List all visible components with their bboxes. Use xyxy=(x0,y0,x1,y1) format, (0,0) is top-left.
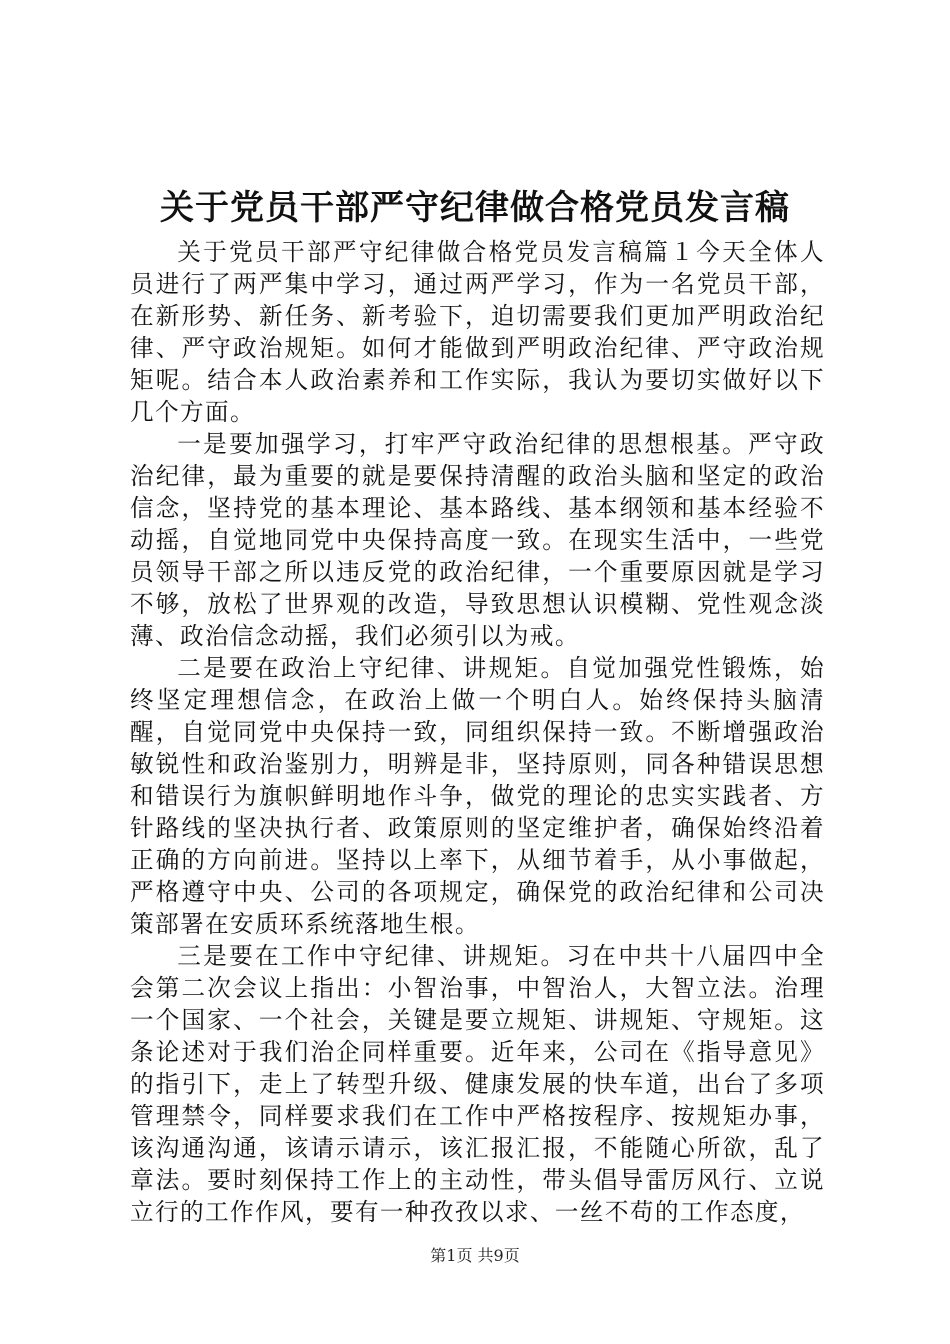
paragraph-point-three: 三是要在工作中守纪律、讲规矩。习在中共十八届四中全会第二次会议上指出：小智治事，中智治人，大智立法。治理一个国家、一个社会，关键是要立规矩、讲规矩、守规矩。这条论述对于我们治企同样重要。近年来，公司在《指导意见》的指引下，走上了转型升级、健康发展的快车道，出台了多项管理禁令，同样要求我们在工作中严格按程序、按规矩办事，该沟通沟通，该请示请示，该汇报汇报，不能随心所欲，乱了章法。要时刻保持工作上的主动性，带头倡导雷厉风行、立说立行的工作作风，要有一种孜孜以求、一丝不苟的工作态度， xyxy=(130,942,825,1226)
document-title: 关于党员干部严守纪律做合格党员发言稿 xyxy=(160,188,790,228)
page-indicator: 第1页 共9页 xyxy=(430,1246,520,1265)
paragraph-point-two: 二是要在政治上守纪律、讲规矩。自觉加强党性锻炼，始终坚定理想信念，在政治上做一个明白人。始终保持头脑清醒，自觉同党中央保持一致，同组织保持一致。不断增强政治敏锐性和政治鉴别力，明辨是非，坚持原则，同各种错误思想和错误行为旗帜鲜明地作斗争，做党的理论的忠实实践者、方针路线的坚决执行者、政策原则的坚定维护者，确保始终沿着正确的方向前进。坚持以上率下，从细节着手，从小事做起，严格遵守中央、公司的各项规定，确保党的政治纪律和公司决策部署在安质环系统落地生根。 xyxy=(130,654,825,938)
paragraph-intro: 关于党员干部严守纪律做合格党员发言稿篇１今天全体人员进行了两严集中学习，通过两严学习，作为一名党员干部，在新形势、新任务、新考验下，迫切需要我们更加严明政治纪律、严守政治规矩。如何才能做到严明政治纪律、严守政治规矩呢。结合本人政治素养和工作实际，我认为要切实做好以下几个方面。 xyxy=(130,238,825,426)
paragraph-point-one: 一是要加强学习，打牢严守政治纪律的思想根基。严守政治纪律，最为重要的就是要保持清醒的政治头脑和坚定的政治信念，坚持党的基本理论、基本路线、基本纲领和基本经验不动摇，自觉地同党中央保持高度一致。在现实生活中，一些党员领导干部之所以违反党的政治纪律，一个重要原因就是学习不够，放松了世界观的改造，导致思想认识模糊、党性观念淡薄、政治信念动摇，我们必须引以为戒。 xyxy=(130,430,825,650)
document-body xyxy=(130,236,825,1228)
